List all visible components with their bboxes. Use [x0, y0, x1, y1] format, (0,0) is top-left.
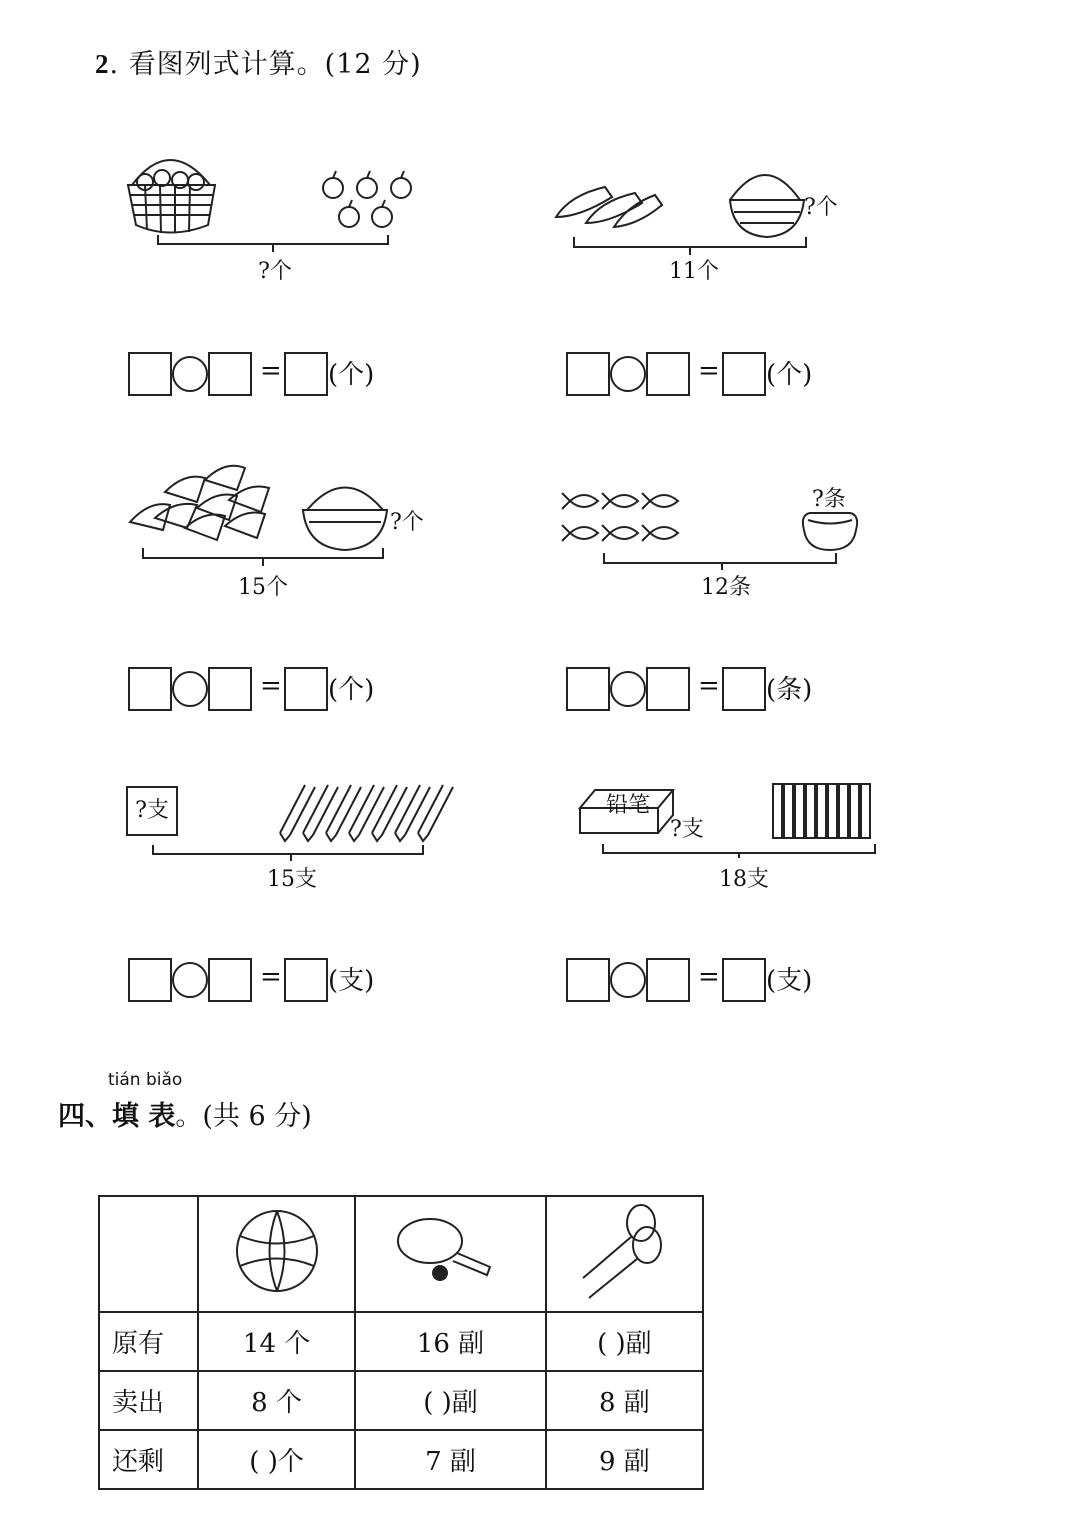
- brace: [574, 237, 806, 255]
- pencil-row-icon: [773, 784, 870, 838]
- unit-label: (条): [766, 675, 813, 705]
- answer-box[interactable]: [128, 667, 172, 711]
- operator-circle[interactable]: [172, 962, 208, 998]
- problem-2-label: 11个: [669, 259, 719, 284]
- answer-box[interactable]: [646, 667, 690, 711]
- problem-1-label: ?个: [258, 259, 292, 284]
- equals-sign: =: [260, 962, 282, 992]
- problem-4-label: 12条: [701, 575, 751, 600]
- unit-label: (支): [328, 966, 375, 996]
- ball-icon: [232, 1206, 322, 1296]
- answer-box[interactable]: [566, 352, 610, 396]
- equation-6: [566, 958, 836, 1000]
- problem-5-box-label: ?支: [126, 786, 178, 836]
- answer-box[interactable]: [128, 958, 172, 1002]
- table-cell-blank[interactable]: ( )副: [546, 1312, 703, 1371]
- section-4-title-text: 四、填 表: [58, 1101, 176, 1132]
- answer-box[interactable]: [566, 958, 610, 1002]
- unit-label: (个): [766, 360, 813, 390]
- table-cell: 14 个: [198, 1312, 355, 1371]
- answer-box[interactable]: [284, 958, 328, 1002]
- answer-box[interactable]: [722, 667, 766, 711]
- problem-4-figure: [562, 475, 852, 570]
- problem-6-side-label: ?支: [670, 817, 704, 842]
- answer-box[interactable]: [208, 352, 252, 396]
- operator-circle[interactable]: [610, 962, 646, 998]
- equation-5: [128, 958, 398, 1000]
- table-cell-blank[interactable]: ( )副: [355, 1371, 546, 1430]
- table-corner-cell: [99, 1196, 198, 1312]
- answer-box[interactable]: [284, 352, 328, 396]
- shells-icon: [130, 466, 269, 540]
- problem-3-figure: [125, 460, 395, 570]
- answer-box[interactable]: [284, 667, 328, 711]
- table-cell: 9 副: [546, 1430, 703, 1489]
- carrots-icon: [556, 187, 662, 227]
- table-cell: 7 副: [355, 1430, 546, 1489]
- problem-2-side-label: ?个: [804, 195, 838, 220]
- equals-sign: =: [698, 671, 720, 701]
- table-cell: 8 副: [546, 1371, 703, 1430]
- problem-6-label: 18支: [719, 867, 769, 892]
- table-cell: 16 副: [355, 1312, 546, 1371]
- unit-label: (个): [328, 675, 375, 705]
- problem-3-label: 15个: [238, 575, 288, 600]
- badminton-rackets-icon: [579, 1203, 669, 1298]
- equation-1: [128, 352, 398, 394]
- ping-pong-paddle-icon: [395, 1211, 505, 1291]
- answer-box[interactable]: [566, 667, 610, 711]
- section-4-pinyin: tián biǎo: [108, 1070, 183, 1090]
- brace: [158, 235, 388, 252]
- answer-box[interactable]: [128, 352, 172, 396]
- fish-group-icon: [562, 493, 678, 541]
- empty-basket-icon: [730, 175, 804, 237]
- table-header-row: [99, 1196, 703, 1312]
- table-header-cell: [546, 1196, 703, 1312]
- pencils-icon: [280, 785, 453, 841]
- table-cell-blank[interactable]: ( )个: [198, 1430, 355, 1489]
- answer-box[interactable]: [208, 958, 252, 1002]
- equation-2: [566, 352, 836, 394]
- equals-sign: =: [260, 671, 282, 701]
- apple-basket-icon: [128, 160, 215, 233]
- row-label: 卖出: [99, 1371, 198, 1430]
- table-header-cell: [355, 1196, 546, 1312]
- operator-circle[interactable]: [172, 671, 208, 707]
- equals-sign: =: [698, 962, 720, 992]
- operator-circle[interactable]: [172, 356, 208, 392]
- brace: [604, 553, 836, 570]
- problem-4-side-label: ?条: [812, 487, 846, 512]
- table-cell: 8 个: [198, 1371, 355, 1430]
- unit-label: (支): [766, 966, 813, 996]
- equals-sign: =: [698, 356, 720, 386]
- section-2-number: 2: [95, 49, 110, 79]
- table-row: [99, 1312, 703, 1371]
- problem-6-box-label: 铅笔: [606, 793, 651, 818]
- problem-5-figure: [145, 775, 455, 865]
- equals-sign: =: [260, 356, 282, 386]
- brace: [153, 845, 423, 861]
- row-label: 原有: [99, 1312, 198, 1371]
- equation-4: [566, 667, 836, 709]
- answer-box[interactable]: [646, 352, 690, 396]
- answer-box[interactable]: [722, 958, 766, 1002]
- table-header-cell: [198, 1196, 355, 1312]
- problem-3-side-label: ?个: [390, 510, 424, 535]
- covered-basket-icon: [303, 488, 387, 551]
- answer-box[interactable]: [208, 667, 252, 711]
- answer-box[interactable]: [646, 958, 690, 1002]
- answer-box[interactable]: [722, 352, 766, 396]
- row-label: 还剩: [99, 1430, 198, 1489]
- section-4-title: [58, 1094, 312, 1133]
- table-row: [99, 1371, 703, 1430]
- section-2-title-text: . 看图列式计算。(12 分): [109, 49, 422, 80]
- section-4-suffix: 。(共 6 分): [175, 1101, 312, 1132]
- apples-group-icon: [323, 171, 411, 227]
- table-row: [99, 1430, 703, 1489]
- equation-3: [128, 667, 398, 709]
- fishbowl-icon: [803, 513, 857, 550]
- operator-circle[interactable]: [610, 356, 646, 392]
- problem-5-label: 15支: [267, 867, 317, 892]
- fill-table: [98, 1195, 704, 1490]
- operator-circle[interactable]: [610, 671, 646, 707]
- unit-label: (个): [328, 360, 375, 390]
- section-2-title: [95, 42, 422, 81]
- brace: [603, 844, 875, 858]
